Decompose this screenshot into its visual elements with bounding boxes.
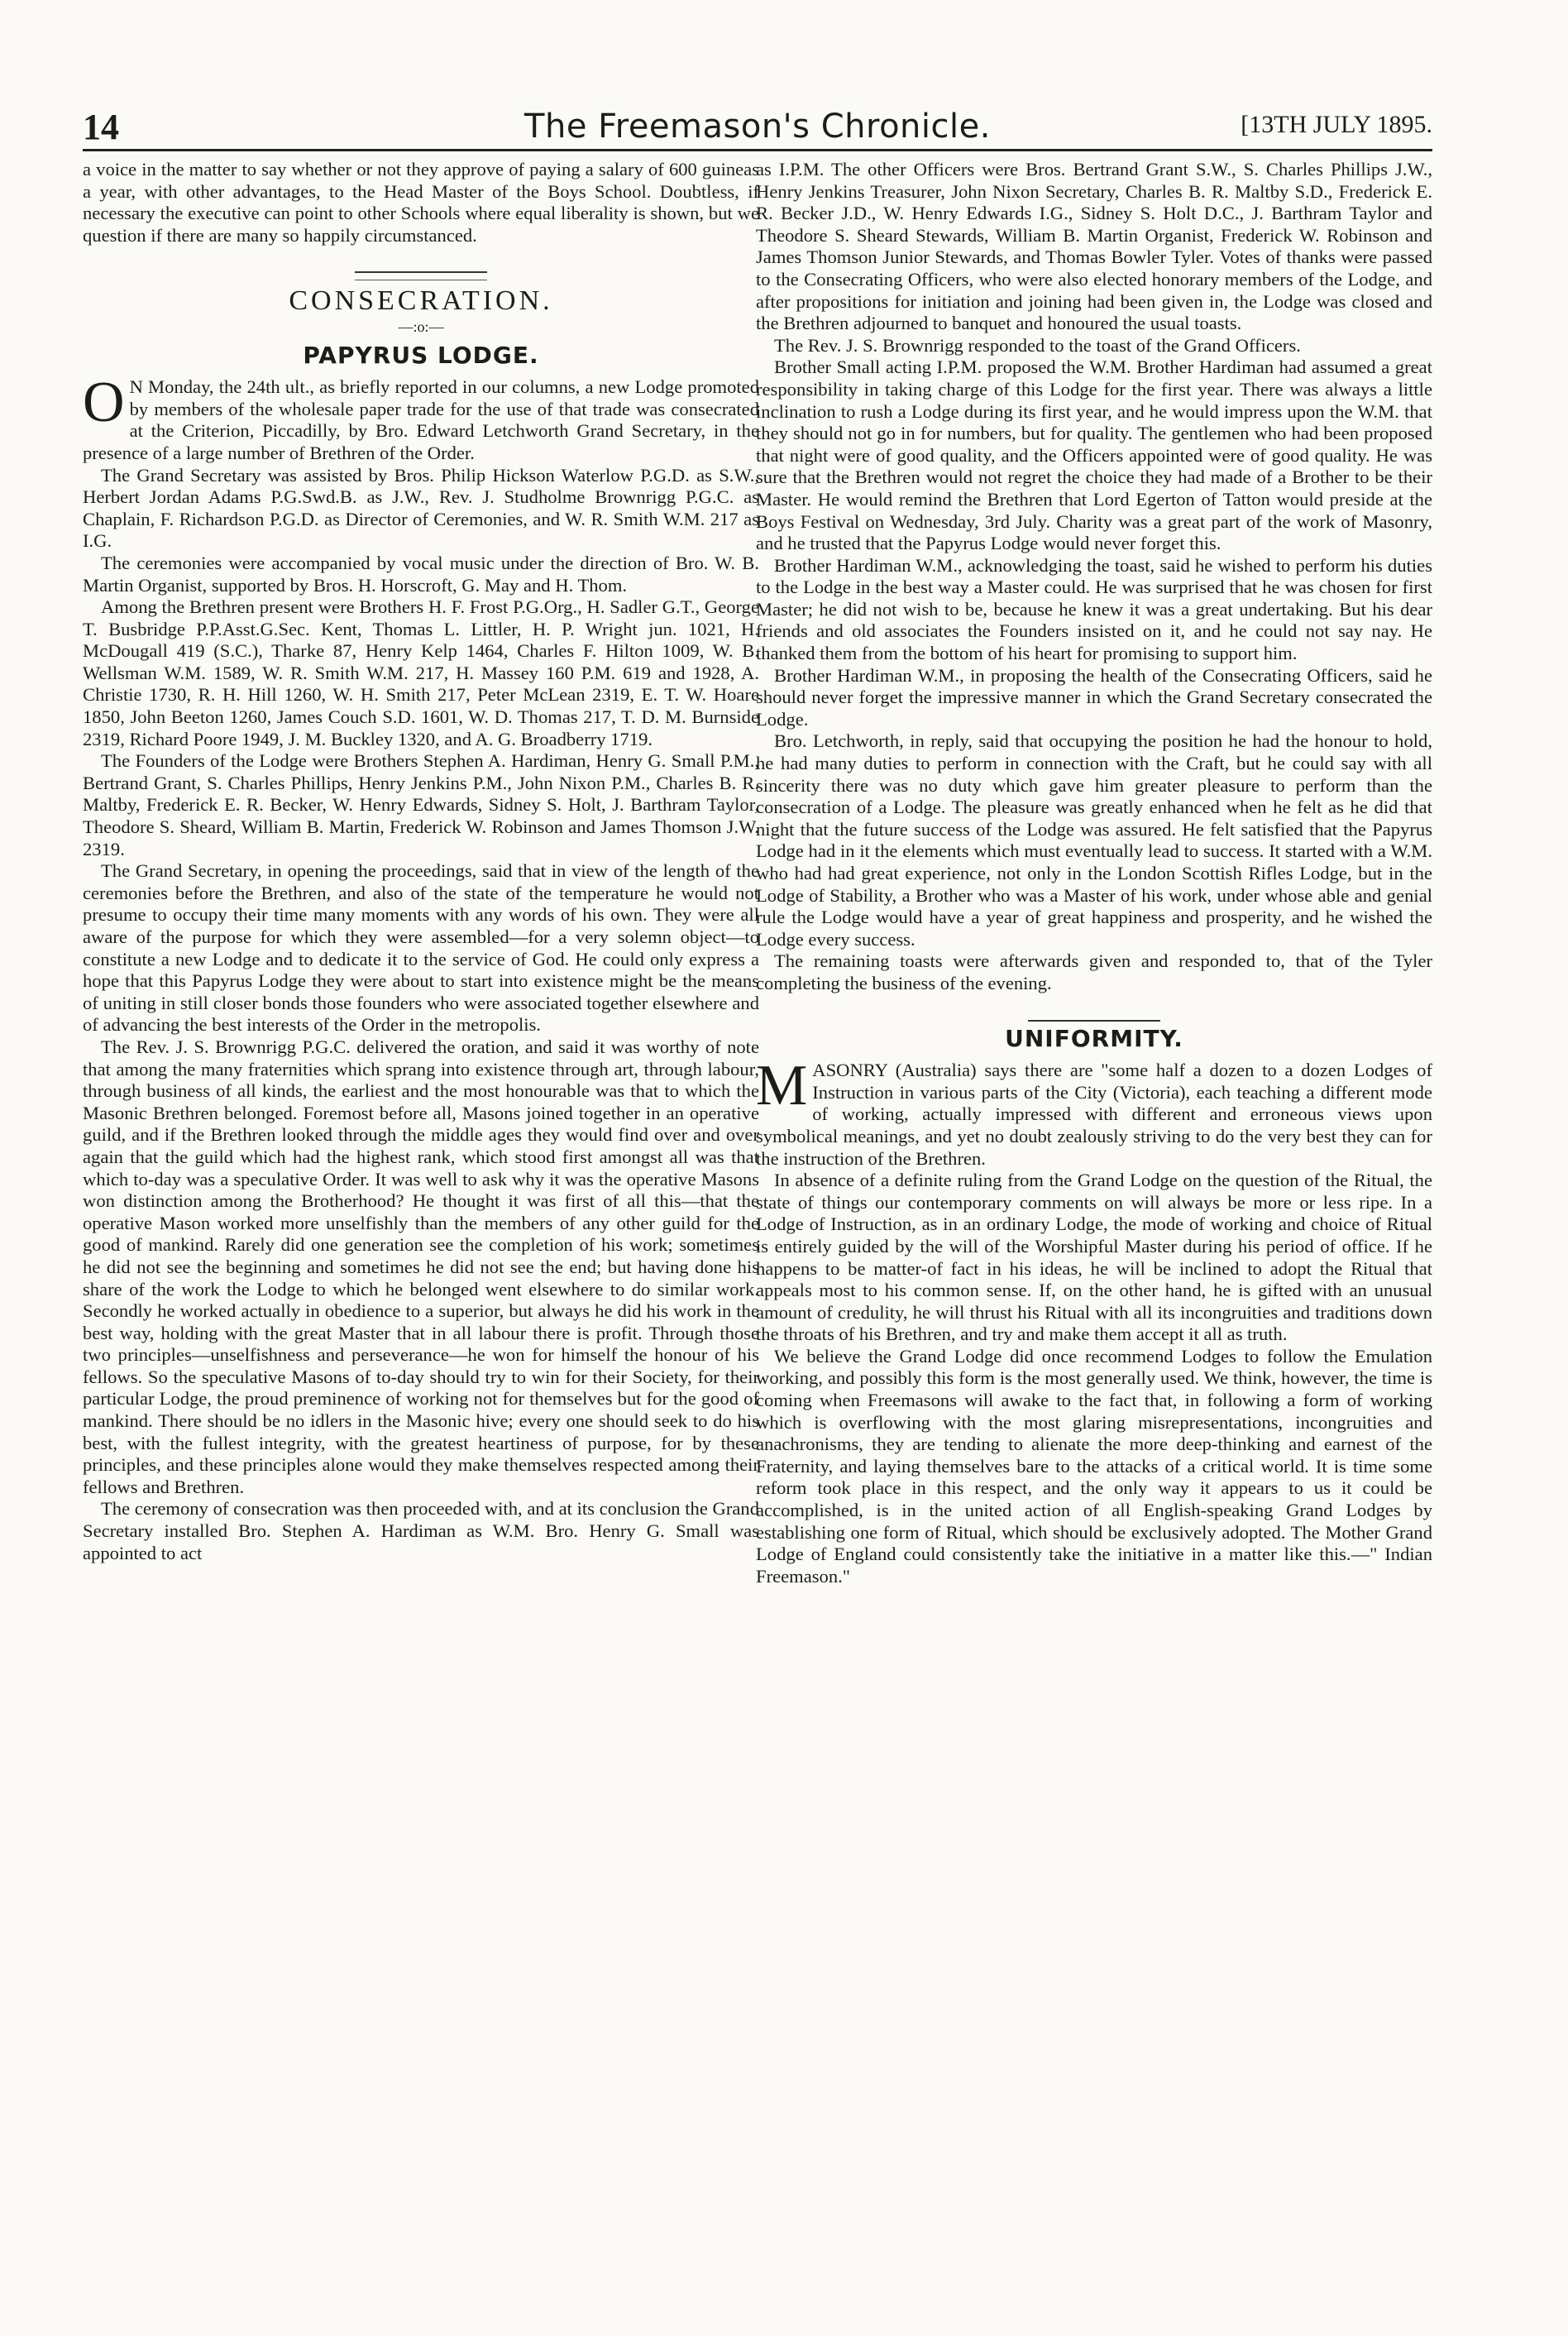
paragraph: as I.P.M. The other Officers were Bros. Bertrand Grant S.W., S. Charles Phillips J.W., Henry Jenkins Treasurer, John Nixon Secretary, Charles B. R. Maltby S.D., Frederick E. R. Becker J.D., W. Henry Edwards I.G., Sidney S. Holt D.C., J. Barthram Taylor and Theodore S. Sheard Stewards, William B. Martin Organist, Frederick W. Robinson and James Thomson Junior Stewards, and Thomas Bowler Tyler. Votes of thanks were passed to the Consecrating Officers, who were also elected honorary members of the Lodge, and after propositions for initiation and joining had been given in, the Lodge was closed and the Brethren adjourned to banquet and honoured the usual toasts.	[756, 159, 1432, 334]
drop-cap: O	[83, 371, 125, 435]
page-number: 14	[83, 107, 119, 147]
paragraph: Among the Brethren present were Brothers H. F. Frost P.G.Org., H. Sadler G.T., George T. Busbridge P.P.Asst.G.Sec. Kent, Thomas L. Littler, H. P. Wright jun. 1021, H. McDougall 419 (S.C.), Tharke 87, Henry Kelp 1464, Charles F. Hilton 1009, W. B. Wellsman W.M. 1589, W. R. Smith W.M. 217, H. Massey 160 P.M. 619 and 1928, A. Christie 1730, R. H. Hill 1260, W. H. Smith 217, Peter McLean 2319, E. T. W. Hoare 1850, John Beeton 1260, James Couch S.D. 1601, W. D. Thomas 217, T. D. M. Burnside 2319, Richard Poore 1949, J. M. Buckley 1320, and A. G. Broadberry 1719.	[83, 596, 759, 749]
right-column	[756, 159, 1432, 1587]
drop-cap: M	[756, 1054, 808, 1118]
ornament-separator: —:o:—	[398, 318, 444, 335]
paragraph: The Grand Secretary was assisted by Bros. Philip Hickson Waterlow P.G.D. as S.W., Herbert Jordan Adams P.G.Swd.B. as J.W., Rev. J. Studholme Brownrigg P.G.C. as Chaplain, F. Richardson P.G.D. as Director of Ceremonies, and W. R. Smith W.M. 217 as I.G.	[83, 464, 759, 552]
paragraph: Brother Small acting I.P.M. proposed the W.M. Brother Hardiman had assumed a great responsibility in taking charge of this Lodge for the first year. There was always a little inclination to rush a Lodge during its first year, and he would impress upon the W.M. that they should not go in for numbers, but for quality. The gentlemen who had been proposed that night were of good quality, and the Officers appointed were of good quality. He was sure that the Brethren would not regret the choice they had made of a Brother to be their Master. He would remind the Brethren that Lord Egerton of Tatton would preside at the Boys Festival on Wednesday, 3rd July. Charity was a great part of the work of Masonry, and he trusted that the Papyrus Lodge would never forget this.	[756, 357, 1432, 554]
section-divider	[355, 271, 487, 273]
article-heading-papyrus-lodge: PAPYRUS LODGE.	[303, 341, 539, 369]
issue-date: [13TH JULY 1895.	[1241, 111, 1432, 138]
paragraph: Bro. Letchworth, in reply, said that occupying the position he had the honour to hold, he had many duties to perform in connection with the Craft, but he could say with all sincerity there was no duty which gave him greater pleasure to perform than the consecration of a Lodge. The pleasure was greatly enhanced when he felt as he did that night that the future success of the Lodge was assured. He felt satisfied that the Papyrus Lodge had in it the elements which must eventually lead to success. It started with a W.M. who had had great experience, not only in the London Scottish Rifles Lodge, but in the Lodge of Stability, a Brother who was a Master of his work, under whose able and genial rule the Lodge would have a year of great happiness and prosperity, and he wished the Lodge every success.	[756, 730, 1432, 950]
article-heading-uniformity: UNIFORMITY.	[1005, 1024, 1183, 1052]
paragraph: In absence of a definite ruling from the Grand Lodge on the question of the Ritual, the state of things our contemporary comments on will always be more or less ripe. In a Lodge of Instruction, as in an ordinary Lodge, the mode of working and choice of Ritual is entirely guided by the will of the Worshipful Master during his period of office. If he happens to be matter-of fact in his ideas, he will be inclined to adopt the Ritual that appeals most to his common sense. If, on the other hand, he is gifted with an unusual amount of credulity, he will thrust his Ritual with all its incongruities and traditions down the throats of his Brethren, and try and make them accept it all as truth.	[756, 1170, 1432, 1345]
paragraph: Brother Hardiman W.M., acknowledging the toast, said he wished to perform his duties to the Lodge in the best way a Master could. He was surprised that he was chosen for first Master; he did not wish to be, because he knew it was a great undertaking. But his dear friends and old associates the Founders insisted on it, and he could not say nay. He thanked them from the bottom of his heart for promising to support him.	[756, 554, 1432, 664]
paragraph: The Rev. J. S. Brownrigg responded to the toast of the Grand Officers.	[774, 334, 1301, 356]
paragraph: The Founders of the Lodge were Brothers Stephen A. Hardiman, Henry G. Small P.M., Bertrand Grant, S. Charles Phillips, Henry Jenkins P.M., John Nixon P.M., Charles B. R. Maltby, Frederick E. R. Becker, W. Henry Edwards, Sidney S. Holt, J. Barthram Taylor, Theodore S. Sheard, William B. Martin, Frederick W. Robinson and James Thomson J.W. 2319.	[83, 750, 759, 859]
paragraph: The Grand Secretary, in opening the proceedings, said that in view of the length of the ceremonies before the Brethren, and also of the state of the temperature he would not presume to occupy their time many moments with any words of his own. They were all aware of the purpose for which they were assembled—for a very solemn object—to constitute a new Lodge and to dedicate it to the service of God. He could only express a hope that this Papyrus Lodge they were about to start into existence might be the means of uniting in still closer bonds those founders who were associated together elsewhere and of advancing the best interests of the Order in the metropolis.	[83, 860, 759, 1036]
paragraph: We believe the Grand Lodge did once recommend Lodges to follow the Emulation working, and possibly this form is the most generally used. We think, however, the time is coming when Freemasons will awake to the fact that, in following a form of working which is overflowing with the most glaring misrepresentations, incongruities and anachronisms, they are tending to alienate the more deep-thinking and earnest of the Fraternity, and laying themselves bare to the attacks of a critical world. It is time some reform took place in this respect, and the only way it appears to us it could be accomplished, is in the united action of all English-speaking Grand Lodges by establishing one form of Ritual, which should be exclusively adopted. The Mother Grand Lodge of England could consistently take the initiative in a matter like this.—" Indian Freemason."	[756, 1345, 1432, 1587]
left-column	[83, 159, 759, 1564]
paragraph: N Monday, the 24th ult., as briefly reported in our columns, a new Lodge promoted by members of the wholesale paper trade for the use of that trade was consecrated at the Criterion, Piccadilly, by Bro. Edward Letchworth Grand Secretary, in the presence of a large number of Brethren of the Order.	[83, 376, 759, 463]
header-rule	[83, 149, 1432, 151]
paragraph: Brother Hardiman W.M., in proposing the health of the Consecrating Officers, said he should never forget the impressive manner in which the Grand Secretary consecrated the Lodge.	[756, 664, 1432, 730]
page-header	[83, 106, 1432, 156]
section-heading: CONSECRATION.	[289, 285, 553, 317]
paragraph: ASONRY (Australia) says there are "some half a dozen to a dozen Lodges of Instruction in various parts of the City (Victoria), each teaching a different mode of working, actually impressed with different and erroneous views upon symbolical meanings, and yet no doubt zealously striving to do the very best they can for the instruction of the Brethren.	[756, 1060, 1432, 1169]
paragraph: The Rev. J. S. Brownrigg P.G.C. delivered the oration, and said it was worthy of note that among the many fraternities which sprang into existence through art, through labour, through business of all kinds, the earliest and the most honourable was that to which the Masonic Brethren belonged. Foremost before all, Masons joined together in an operative guild, and if the Brethren looked through the middle ages they would find over and over again that the guild which had the highest rank, which stood first amongst all was that which to-day was a speculative Order. It was well to ask why it was the operative Masons won distinction among the Brotherhood? He thought it was first of all this—that the operative Mason worked more unselfishly than the members of any other guild for the good of mankind. Rarely did one generation see the completion of his work; sometimes he did not see the beginning and sometimes he did not see the end; but having done his share of the work the Lodge to which he belonged went elsewhere to do similar work. Secondly he worked actually in obedience to a superior, but always he did his work in the best way, holding with the great Master that in all labour there is profit. Through those two principles—unselfishness and perseverance—he won for himself the honour of his fellows. So the speculative Masons of to-day should try to win for their Society, for their particular Lodge, the proud preminence of working not for themselves but for the good of mankind. There should be no idlers in the Masonic hive; every one should seek to do his best, with the fullest integrity, with the greatest heartiness of purpose, for by these principles, and these principles alone would they make themselves respected among their fellows and Brethren.	[83, 1036, 759, 1497]
section-divider	[1028, 1020, 1160, 1022]
paragraph: The remaining toasts were afterwards given and responded to, that of the Tyler completing the business of the evening.	[756, 950, 1432, 993]
intro-paragraph: a voice in the matter to say whether or not they approve of paying a salary of 600 guineas a year, with other advantages, to the Head Master of the Boys School. Doubtless, if necessary the executive can point to other Schools where equal liberality is shown, but we question if there are many so happily circumstanced.	[83, 159, 759, 246]
paragraph: The ceremony of consecration was then proceeded with, and at its conclusion the Grand Secretary installed Bro. Stephen A. Hardiman as W.M. Bro. Henry G. Small was appointed to act	[83, 1498, 759, 1563]
journal-title: The Freemason's Chronicle.	[524, 108, 991, 146]
paragraph: The ceremonies were accompanied by vocal music under the direction of Bro. W. B. Martin Organist, supported by Bros. H. Horscroft, G. May and H. Thom.	[83, 552, 759, 596]
